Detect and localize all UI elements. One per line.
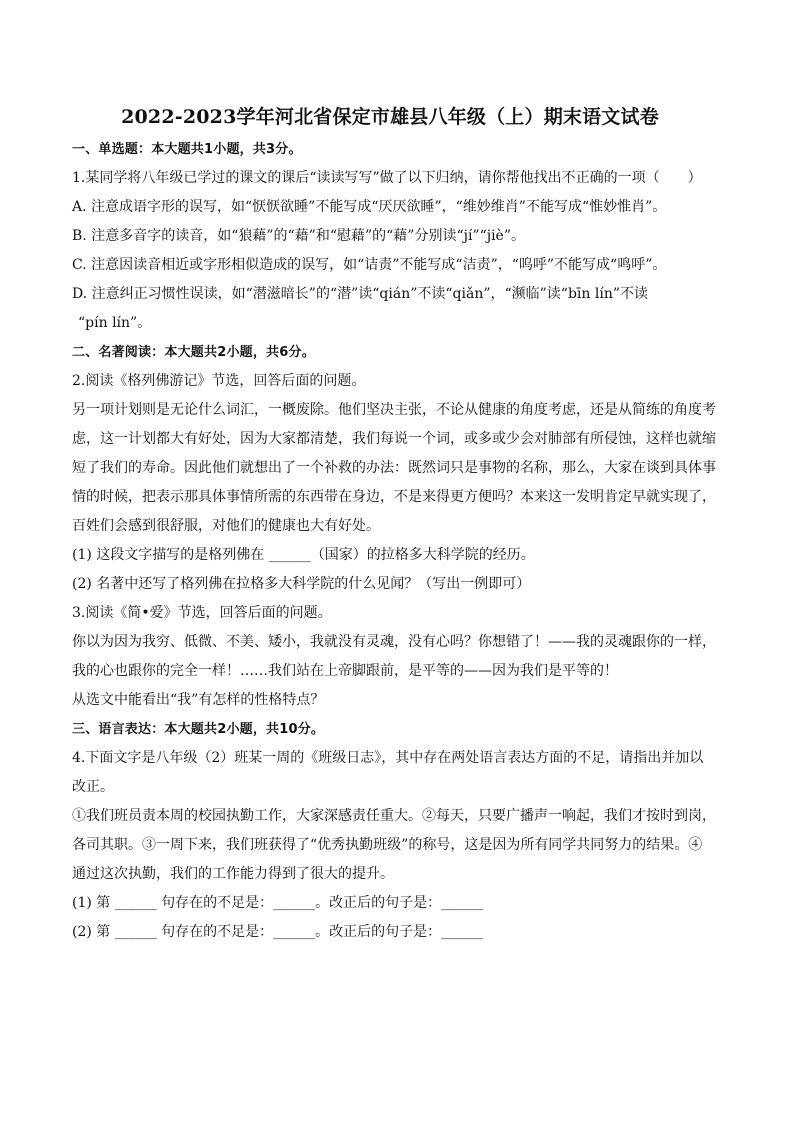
section-heading: 一、单选题：本大题共1小题，共3分。 bbox=[72, 142, 302, 157]
passage-line: ①我们班员责本周的校园执勤工作，大家深感责任重大。②每天，只要广播声一响起，我们才按时到岗， bbox=[72, 808, 716, 824]
option-c: C. 注意因读音相近或字形相似造成的误写，如“诘责”不能写成“洁责”，“呜呼”不能写成“鸣呼”。 bbox=[72, 257, 667, 273]
section-language-expression bbox=[72, 715, 716, 947]
option-d: D. 注意纠正习惯性误读，如“潜滋暗长”的“潜”读“qián”不读“qiǎn”，“濒临”读“bīn lín”不读 bbox=[72, 286, 648, 302]
passage-line: 通过这次执勤，我们的工作能力得到了很大的提升。 bbox=[72, 866, 394, 882]
section-heading: 三、语言表达：本大题共2小题，共10分。 bbox=[72, 722, 325, 737]
sub-question: (1) 第 ______ 句存在的不足是：______。改正后的句子是：______ bbox=[72, 895, 484, 911]
question-4-stem-continued: 改正。 bbox=[72, 779, 114, 795]
question-2-stem: 2.阅读《格列佛游记》节选，回答后面的问题。 bbox=[72, 373, 366, 389]
passage-line: 你以为因为我穷、低微、不美、矮小，我就没有灵魂，没有心吗？你想错了！——我的灵魂跟你的一样， bbox=[72, 634, 716, 650]
option-b: B. 注意多音字的读音，如“狼藉”的“藉”和“慰藉”的“藉”分别读“jí”“jiè”。 bbox=[72, 228, 525, 244]
passage-line: 百姓们会感到很舒服，对他们的健康也大有好处。 bbox=[72, 518, 380, 534]
passage-line: 短了我们的寿命。因此他们就想出了一个补救的办法：既然词只是事物的名称，那么，大家在谈到具体事 bbox=[72, 460, 716, 476]
section-heading: 二、名著阅读：本大题共2小题，共6分。 bbox=[72, 345, 315, 360]
sub-question: (2) 名著中还写了格列佛在拉格多大科学院的什么见闻？（写出一例即可） bbox=[72, 576, 531, 592]
question-3-stem: 3.阅读《简•爱》节选，回答后面的问题。 bbox=[72, 605, 332, 621]
sub-question: (1) 这段文字描写的是格列佛在 ______（国家）的拉格多大科学院的经历。 bbox=[72, 547, 535, 563]
section-single-choice bbox=[72, 135, 708, 338]
sub-question: 从选文中能看出“我”有怎样的性格特点？ bbox=[72, 692, 325, 708]
section-classic-reading bbox=[72, 338, 716, 715]
passage-line: 虑，这一计划都大有好处，因为大家都清楚，我们每说一个词，或多或少会对肺部有所侵蚀，这样也就缩 bbox=[72, 431, 716, 447]
option-d-continued: “pín lín”。 bbox=[78, 315, 152, 331]
question-1-stem: 1.某同学将八年级已学过的课文的课后“读读写写”做了以下归纳，请你帮他找出不正确的一项（ ） bbox=[72, 170, 702, 186]
question-4-stem: 4.下面文字是八年级（2）班某一周的《班级日志》，其中存在两处语言表达方面的不足，请指出并加以 bbox=[72, 750, 704, 766]
passage-line: 我的心也跟你的完全一样！……我们站在上帝脚跟前，是平等的——因为我们是平等的！ bbox=[72, 663, 618, 679]
sub-question: (2) 第 ______ 句存在的不足是：______。改正后的句子是：______ bbox=[72, 924, 484, 940]
page-title: 2022-2023学年河北省保定市雄县八年级（上）期末语文试卷 bbox=[121, 106, 659, 128]
passage-line: 另一项计划则是无论什么词汇，一概废除。他们坚决主张，不论从健康的角度考虑，还是从简练的角度考 bbox=[72, 402, 716, 418]
option-a: A. 注意成语字形的误写，如“恹恹欲睡”不能写成“厌厌欲睡”，“维妙维肖”不能写成“惟妙惟肖”。 bbox=[72, 199, 667, 215]
passage-line: 各司其职。③一周下来，我们班获得了“优秀执勤班级”的称号，这是因为所有同学共同努力的结果。④ bbox=[72, 837, 703, 853]
passage-line: 情的时候，把表示那具体事情所需的东西带在身边，不是来得更方便吗？本来这一发明肯定早就实现了， bbox=[72, 489, 716, 505]
